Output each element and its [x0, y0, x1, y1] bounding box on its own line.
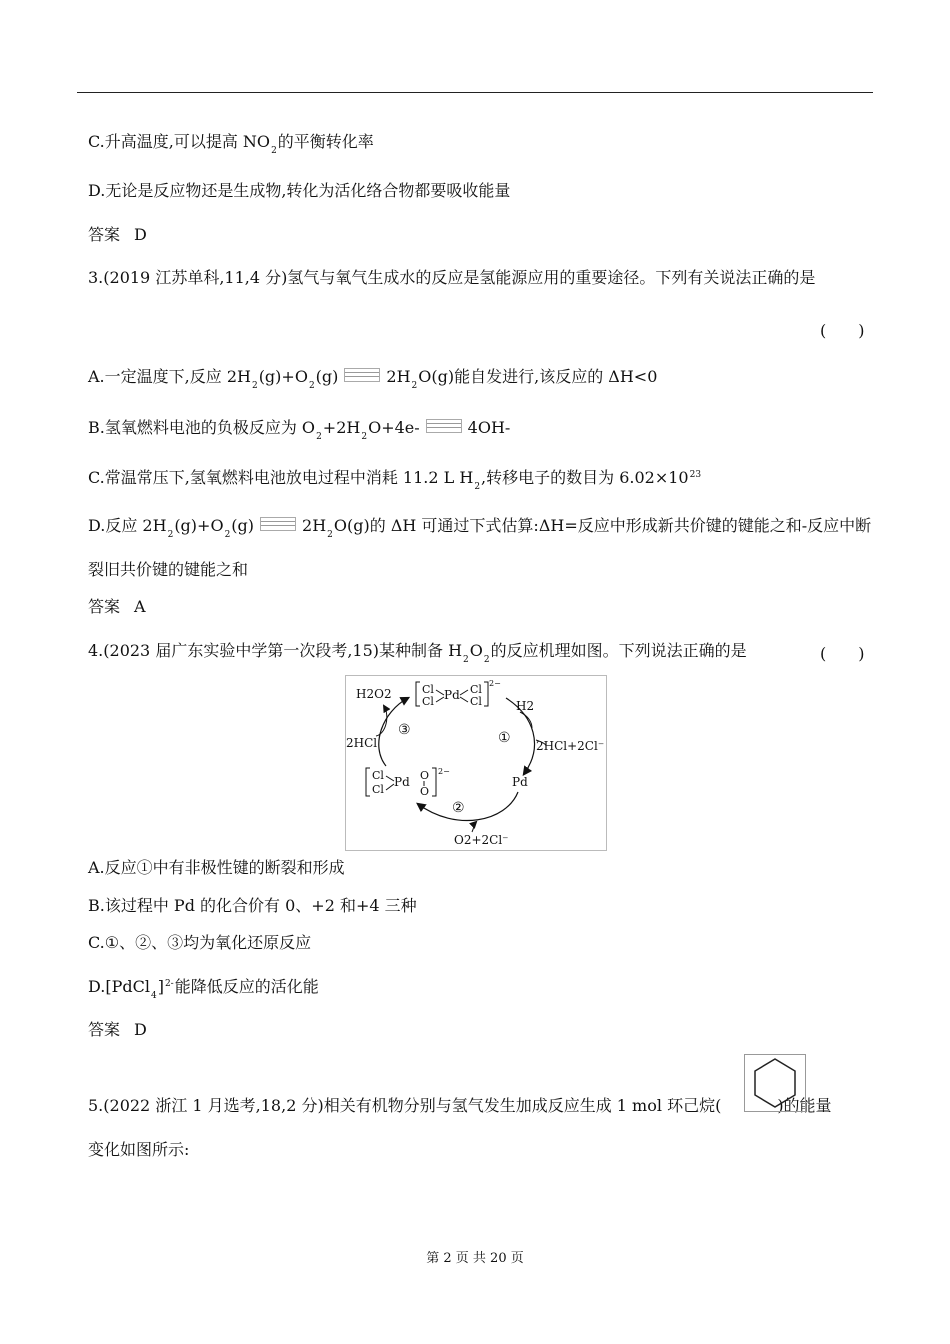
svg-text:2−: 2−	[438, 767, 450, 776]
q4-answer-paren: ( )	[820, 644, 865, 663]
svg-text:Pd: Pd	[394, 775, 410, 789]
svg-text:Cl: Cl	[372, 783, 384, 796]
header-rule	[77, 92, 873, 93]
pd-peroxo-complex	[366, 767, 450, 798]
svg-text:Cl: Cl	[372, 769, 384, 782]
q2-option-d: D.无论是反应物还是生成物,转化为活化络合物都要吸收能量	[88, 181, 511, 200]
q5-stem-line2: 变化如图所示:	[88, 1140, 190, 1159]
q4-answer: 答案 D	[88, 1020, 147, 1039]
q2-answer: 答案 D	[88, 225, 147, 244]
q3-stem: 3.(2019 江苏单科,11,4 分)氢气与氧气生成水的反应是氢能源应用的重要途径。下列有关说法正确的是	[88, 268, 816, 287]
svg-text:O: O	[420, 785, 430, 798]
q4-option-d: D.[PdCl$_4$]$^{2-}$能降低反应的活化能	[88, 977, 319, 1001]
q3-option-d: D.反应 $2H_2(g)+O_2(g)$ $2H_2O(g)$的 ΔH 可通过下式估算:ΔH=反应中形成新共价键的键能之和-反应中断	[88, 516, 872, 540]
svg-text:Cl: Cl	[470, 695, 482, 708]
step1-label: ①	[498, 730, 511, 746]
svg-text:Cl: Cl	[470, 683, 482, 696]
q4-option-b: B.该过程中 Pd 的化合价有 0、+2 和+4 三种	[88, 896, 417, 915]
equilibrium-sign-icon	[344, 368, 380, 382]
q3-answer: 答案 A	[88, 597, 146, 616]
hexagon-icon	[745, 1055, 805, 1111]
q3-answer-paren: ( )	[820, 321, 865, 340]
q3-option-b: B.氢氧燃料电池的负极反应为 $O_2+2H_2O+4e-$ 4OH-	[88, 418, 511, 442]
cyclohexane-structure	[744, 1054, 806, 1112]
mechanism-svg	[346, 676, 606, 850]
pd-label: Pd	[512, 775, 528, 789]
reaction-mechanism-diagram	[345, 675, 607, 851]
step2-label: ②	[452, 800, 465, 816]
step3-label: ③	[398, 722, 411, 738]
page-footer: 第 2 页 共 20 页	[426, 1251, 524, 1266]
q3-option-d-cont: 裂旧共价键的键能之和	[88, 560, 249, 579]
equilibrium-sign-icon	[260, 517, 296, 531]
svg-text:Cl: Cl	[422, 683, 434, 696]
right-hcl-label: 2HCl+2Cl⁻	[536, 739, 605, 753]
equilibrium-sign-icon	[426, 419, 462, 433]
q3-option-a: A.一定温度下,反应 $2H_2(g)+O_2(g)$ $2H_2O(g)$能自发进行,该反应的 ΔH<0	[88, 367, 658, 391]
q2-option-c: C.升高温度,可以提高 $NO_2$的平衡转化率	[88, 132, 374, 156]
q4-option-c: C.①、②、③均为氧化还原反应	[88, 933, 312, 952]
h2-label: H2	[516, 699, 535, 713]
svg-text:Pd: Pd	[444, 688, 460, 702]
svg-text:2−: 2−	[489, 679, 501, 688]
left-hcl-label: 2HCl	[346, 736, 378, 750]
pdcl4-complex	[416, 679, 501, 708]
h2o2-label: H2O2	[356, 687, 392, 701]
o2-label: O2+2Cl⁻	[454, 833, 509, 847]
q4-stem: 4.(2023 届广东实验中学第一次段考,15)某种制备 $H_2O_2$的反应机理如图。下列说法正确的是	[88, 641, 747, 665]
q3-option-c: C.常温常压下,氢氧燃料电池放电过程中消耗 11.2 L $H_2$,转移电子的数目为 $6.02\times 10^{23}$	[88, 468, 702, 492]
q4-option-a: A.反应①中有非极性键的断裂和形成	[88, 858, 345, 877]
svg-text:Cl: Cl	[422, 695, 434, 708]
q5-stem-line1: 5.(2022 浙江 1 月选考,18,2 分)相关有机物分别与氢气发生加成反应生成 1 mol 环己烷( )的能量	[88, 1096, 832, 1115]
svg-text:O: O	[420, 769, 430, 782]
